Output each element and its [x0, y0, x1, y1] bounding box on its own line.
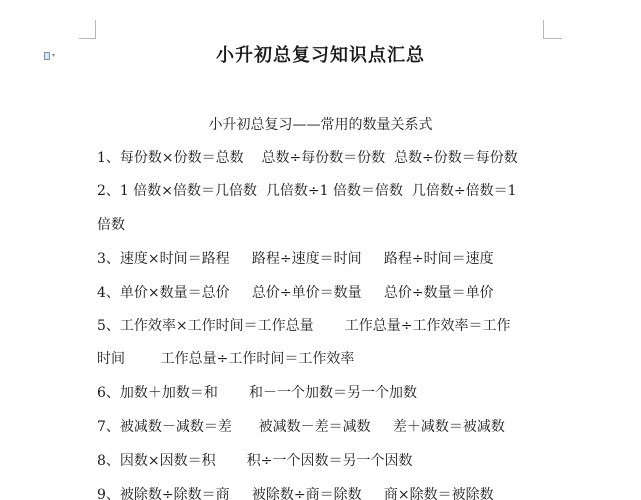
dropdown-caret-icon: ▾ [52, 52, 56, 59]
document-subtitle: 小升初总复习——常用的数量关系式 [208, 117, 433, 133]
formula-line-9: 9、被除数÷除数＝商 被除数÷商＝除数 商×除数＝被除数 [97, 487, 494, 500]
formula-line-6: 6、加数＋加数＝和 和－一个加数＝另一个加数 [97, 385, 418, 401]
formula-line-5: 5、工作效率×工作时间＝工作总量 工作总量÷工作效率＝工作 [97, 318, 511, 334]
formula-line-8: 8、因数×因数＝积 积÷一个因数＝另一个因数 [97, 453, 413, 469]
formula-line-2-cont: 倍数 [97, 217, 125, 233]
formula-line-1: 1、每份数×份数＝总数 总数÷每份数＝份数 总数÷份数＝每份数 [97, 150, 518, 166]
document-title: 小升初总复习知识点汇总 [216, 45, 425, 66]
formula-line-4: 4、单价×数量＝总价 总价÷单价＝数量 总价÷数量＝单价 [97, 285, 494, 301]
formula-line-7: 7、被减数－减数＝差 被减数－差＝减数 差＋减数＝被减数 [97, 419, 505, 435]
formula-line-2: 2、1 倍数×倍数＝几倍数 几倍数÷1 倍数＝倍数 几倍数÷倍数＝1 [97, 183, 517, 199]
formula-line-5-cont: 时间 工作总量÷工作时间＝工作效率 [97, 351, 355, 367]
crop-mark-top-right [543, 20, 562, 39]
formula-line-3: 3、速度×时间＝路程 路程÷速度＝时间 路程÷时间＝速度 [97, 251, 494, 267]
crop-mark-top-left [79, 20, 96, 39]
